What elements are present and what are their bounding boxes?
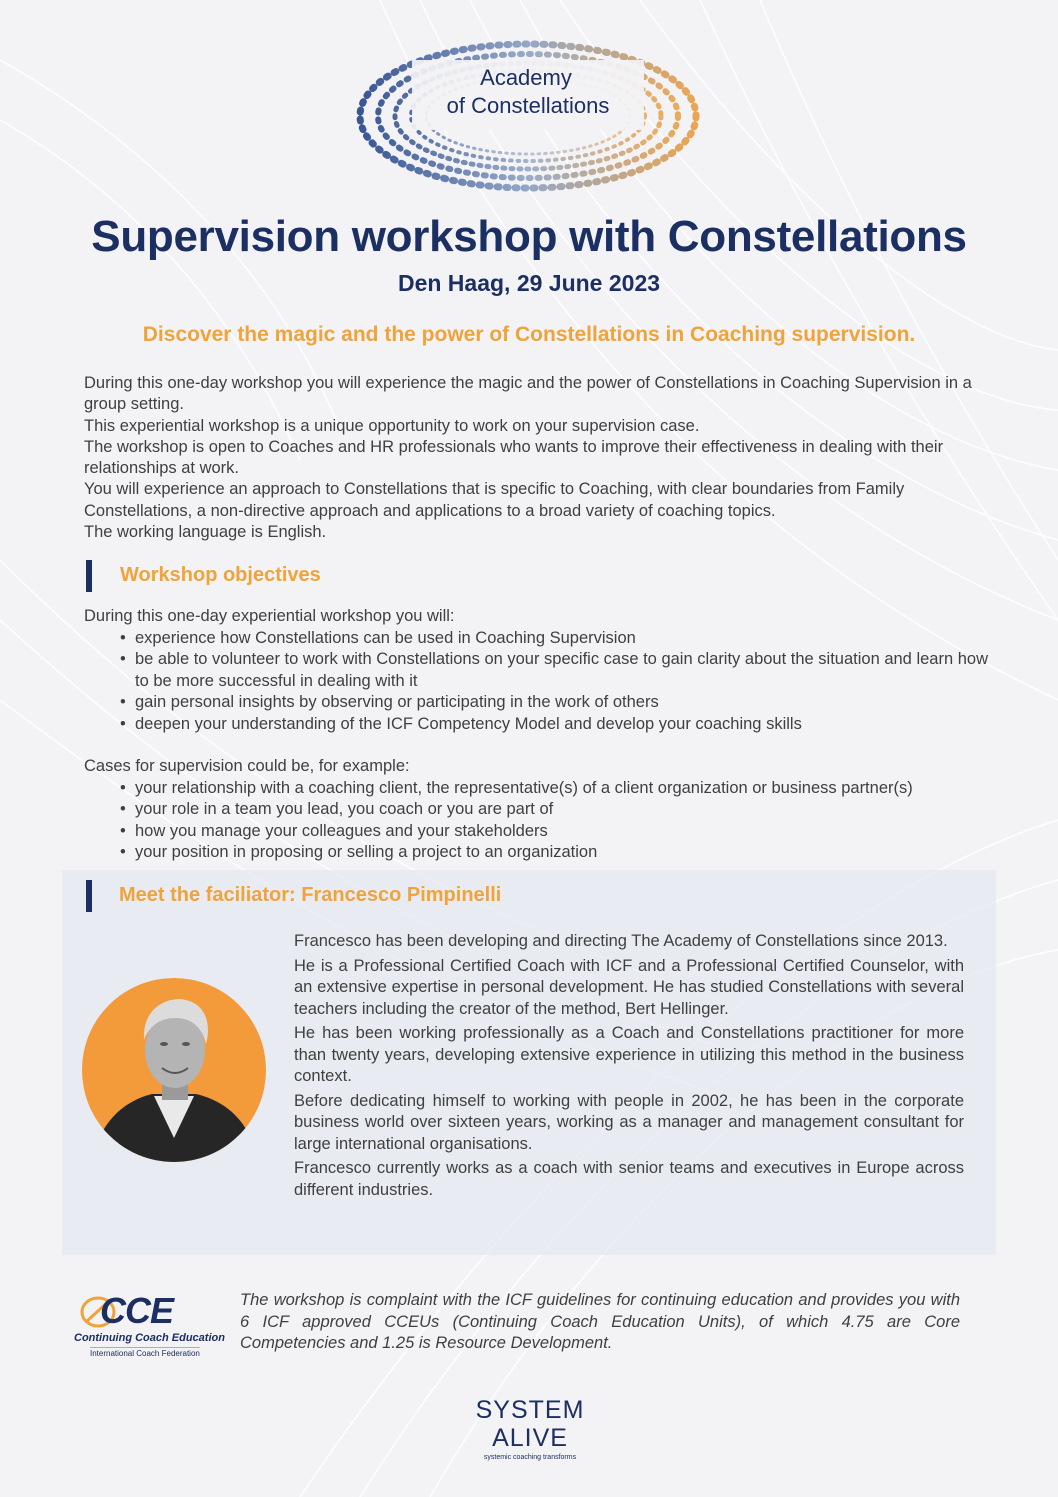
- bio-paragraph: Before dedicating himself to working with people in 2002, he has been in the corporate business world over sixteen years, working as a manager and management consultant for large international organisations.: [294, 1091, 964, 1153]
- list-item-text: how you manage your colleagues and your stakeholders: [135, 821, 548, 840]
- system-alive-line-2: ALIVE: [492, 1424, 568, 1452]
- cce-logo-org: International Coach Federation: [90, 1349, 200, 1358]
- intro-text: [84, 373, 984, 543]
- list-item-text: deepen your understanding of the ICF Competency Model and develop your coaching skills: [135, 714, 802, 733]
- bullet-icon: •: [120, 693, 126, 711]
- list-item-text: your relationship with a coaching client, the representative(s) of a client organization or business partner(s): [135, 778, 913, 797]
- bullet-icon: •: [120, 628, 126, 647]
- logo-line-2: of Constellations: [446, 93, 610, 118]
- tagline: Discover the magic and the power of Constellations in Coaching supervision.: [142, 323, 916, 346]
- bio-paragraph: He has been working professionally as a Coach and Constellations practitioner for more than twenty years, developing extensive experience in utilizing this method in the business context.: [294, 1024, 964, 1085]
- intro-paragraph: You will experience an approach to Constellations that is specific to Coaching, with clear boundaries from Family Constellations, a non-directive approach and applications to a broad variety of coaching topics.: [84, 480, 905, 520]
- bullet-icon: •: [120, 843, 126, 861]
- bullet-icon: •: [120, 778, 126, 797]
- intro-paragraph: The working language is English.: [84, 523, 327, 542]
- list-item-text: your position in proposing or selling a project to an organization: [135, 843, 598, 861]
- bio-paragraph: He is a Professional Certified Coach with ICF and a Professional Certified Counselor, with an extensive expertise in personal development. He has studied Constellations with several teachers including the creator of the method, Bert Hellinger.: [294, 956, 964, 1018]
- list-item: [120, 714, 994, 736]
- list-item-text: your role in a team you lead, you coach or you are part of: [135, 800, 554, 818]
- bullet-icon: •: [120, 821, 126, 840]
- section-marker: [86, 560, 92, 592]
- system-alive-line-1: SYSTEM: [475, 1396, 585, 1424]
- cce-note: The workshop is complaint with the ICF guidelines for continuing education and provides you with 6 ICF approved CCEUs (Continuing Coach Education Units), of which 4.75 are Core Competencies and 1.25 is Resource Development.: [240, 1291, 960, 1352]
- objectives-lead: During this one-day experiential workshop you will:: [84, 607, 455, 625]
- objectives-list: [84, 606, 994, 735]
- bio-paragraph: Francesco has been developing and directing The Academy of Constellations since 2013.: [294, 932, 948, 950]
- academy-logo: [352, 36, 708, 196]
- facilitator-photo: [82, 978, 266, 1162]
- list-item: [120, 649, 994, 692]
- list-item: [120, 628, 994, 650]
- cases-list: [84, 756, 994, 864]
- cases-lead: Cases for supervision could be, for example:: [84, 757, 410, 775]
- facilitator-bio: [294, 931, 964, 1204]
- bullet-icon: •: [120, 800, 126, 818]
- list-item-text: experience how Constellations can be used in Coaching Supervision: [135, 628, 636, 647]
- intro-paragraph: The workshop is open to Coaches and HR professionals who wants to improve their effectiveness in dealing with their relationships at work.: [84, 437, 944, 478]
- cce-logo-subtitle: Continuing Coach Education: [74, 1332, 225, 1344]
- list-item-text: gain personal insights by observing or participating in the work of others: [135, 693, 659, 711]
- list-item: [120, 778, 994, 800]
- logo-line-1: Academy: [480, 65, 572, 90]
- list-item: [120, 799, 994, 821]
- list-item: [120, 842, 994, 864]
- cce-logo: [72, 1290, 225, 1360]
- bio-paragraph: Francesco currently works as a coach with senior teams and executives in Europe across different industries.: [294, 1159, 964, 1199]
- system-alive-logo: [470, 1396, 590, 1466]
- section-marker: [86, 880, 92, 912]
- bullet-icon: •: [120, 714, 126, 733]
- intro-paragraph: During this one-day workshop you will experience the magic and the power of Constellations in Coaching Supervision in a group setting.: [84, 374, 972, 414]
- event-location-date: Den Haag, 29 June 2023: [397, 270, 661, 296]
- system-alive-tagline: systemic coaching transforms: [483, 1454, 577, 1461]
- page-title: Supervision workshop with Constellations: [91, 212, 967, 261]
- objectives-heading: Workshop objectives: [120, 564, 321, 586]
- list-item: [120, 692, 994, 714]
- list-item: [120, 821, 994, 843]
- cce-logo-text: CCE: [100, 1290, 174, 1331]
- facilitator-heading: Meet the faciliator: Francesco Pimpinelli: [119, 884, 502, 906]
- list-item-text: be able to volunteer to work with Constellations on your specific case to gain clarity about the situation and learn how to be more successful in dealing with it: [135, 650, 988, 690]
- intro-paragraph: This experiential workshop is a unique opportunity to work on your supervision case.: [84, 416, 700, 435]
- bullet-icon: •: [120, 650, 126, 668]
